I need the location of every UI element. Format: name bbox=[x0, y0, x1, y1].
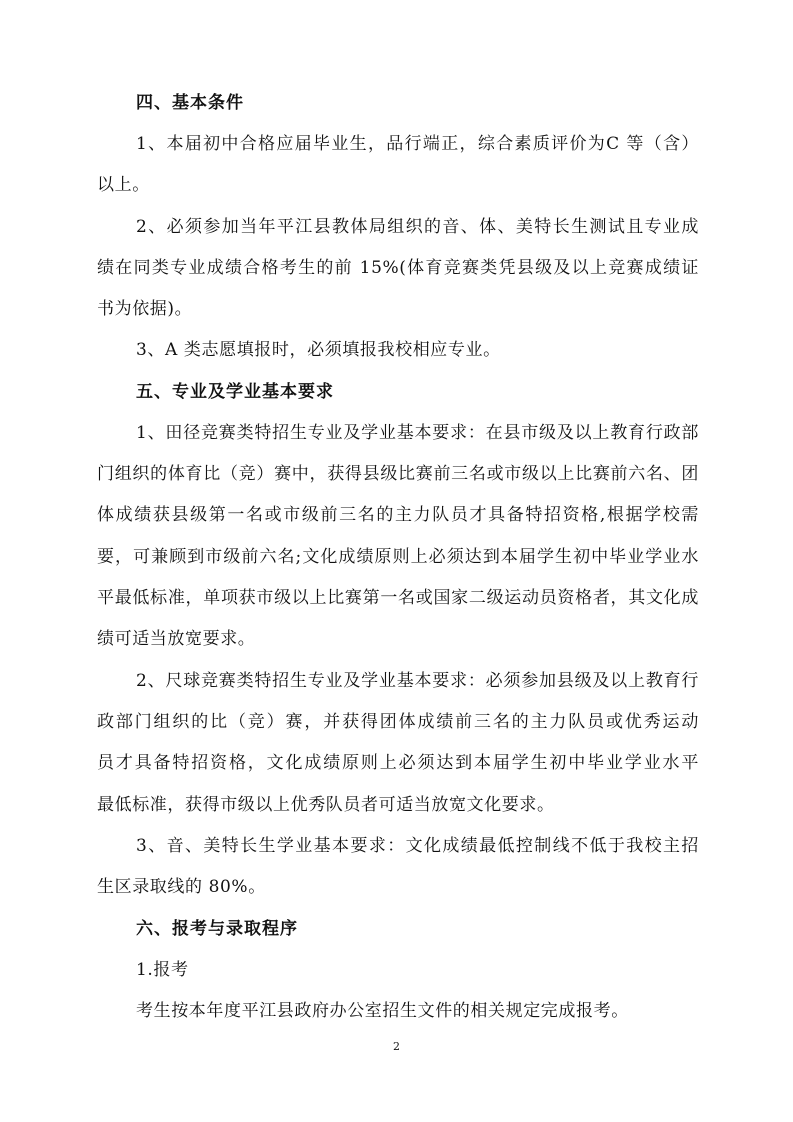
s5-item1-line5: 平最低标准，单项获市级以上比赛第一名或国家二级运动员资格者，其文化成 bbox=[97, 588, 699, 608]
s4-item2-line3: 书为依据)。 bbox=[97, 299, 193, 319]
s5-item1-line4: 要，可兼顾到市级前六名;文化成绩原则上必须达到本届学生初中毕业学业水 bbox=[97, 547, 699, 567]
s4-item1-line1: 1、本届初中合格应届毕业生，品行端正，综合素质评价为C 等（含） bbox=[136, 134, 699, 154]
s5-item2-line4: 最低标准，获得市级以上优秀队员者可适当放宽文化要求。 bbox=[97, 795, 555, 815]
s5-item1-line3: 体成绩获县级第一名或市级前三名的主力队员才具备特招资格,根据学校需 bbox=[97, 505, 699, 525]
s4-item2-line2: 绩在同类专业成绩合格考生的前 15%(体育竞赛类凭县级及以上竞赛成绩证 bbox=[97, 258, 699, 278]
section-4-heading: 四、基本条件 bbox=[136, 93, 244, 113]
s6-para1: 考生按本年度平江县政府办公室招生文件的相关规定完成报考。 bbox=[136, 1001, 629, 1021]
s5-item2-line2: 政部门组织的比（竞）赛，并获得团体成绩前三名的主力队员或优秀运动 bbox=[97, 712, 699, 732]
s4-item1-line2: 以上。 bbox=[97, 175, 150, 195]
s4-item2-line1: 2、必须参加当年平江县教体局组织的音、体、美特长生测试且专业成 bbox=[136, 217, 699, 237]
s5-item1-line1: 1、田径竞赛类特招生专业及学业基本要求：在县市级及以上教育行政部 bbox=[136, 423, 699, 443]
s4-item3-line1: 3、A 类志愿填报时，必须填报我校相应专业。 bbox=[136, 340, 501, 360]
section-5-heading: 五、专业及学业基本要求 bbox=[136, 382, 334, 402]
s5-item1-line2: 门组织的体育比（竞）赛中，获得县级比赛前三名或市级以上比赛前六名、团 bbox=[97, 464, 699, 484]
page-number: 2 bbox=[393, 1040, 400, 1053]
s5-item1-line6: 绩可适当放宽要求。 bbox=[97, 629, 256, 649]
s5-item3-line1: 3、音、美特长生学业基本要求：文化成绩最低控制线不低于我校主招 bbox=[136, 836, 699, 856]
s5-item3-line2: 生区录取线的 80%。 bbox=[97, 877, 266, 897]
section-6-heading: 六、报考与录取程序 bbox=[136, 919, 298, 939]
s5-item2-line1: 2、尺球竞赛类特招生专业及学业基本要求：必须参加县级及以上教育行 bbox=[136, 671, 699, 691]
s6-sub1: 1.报考 bbox=[136, 960, 189, 980]
s5-item2-line3: 员才具备特招资格，文化成绩原则上必须达到本届学生初中毕业学业水平 bbox=[97, 753, 699, 773]
